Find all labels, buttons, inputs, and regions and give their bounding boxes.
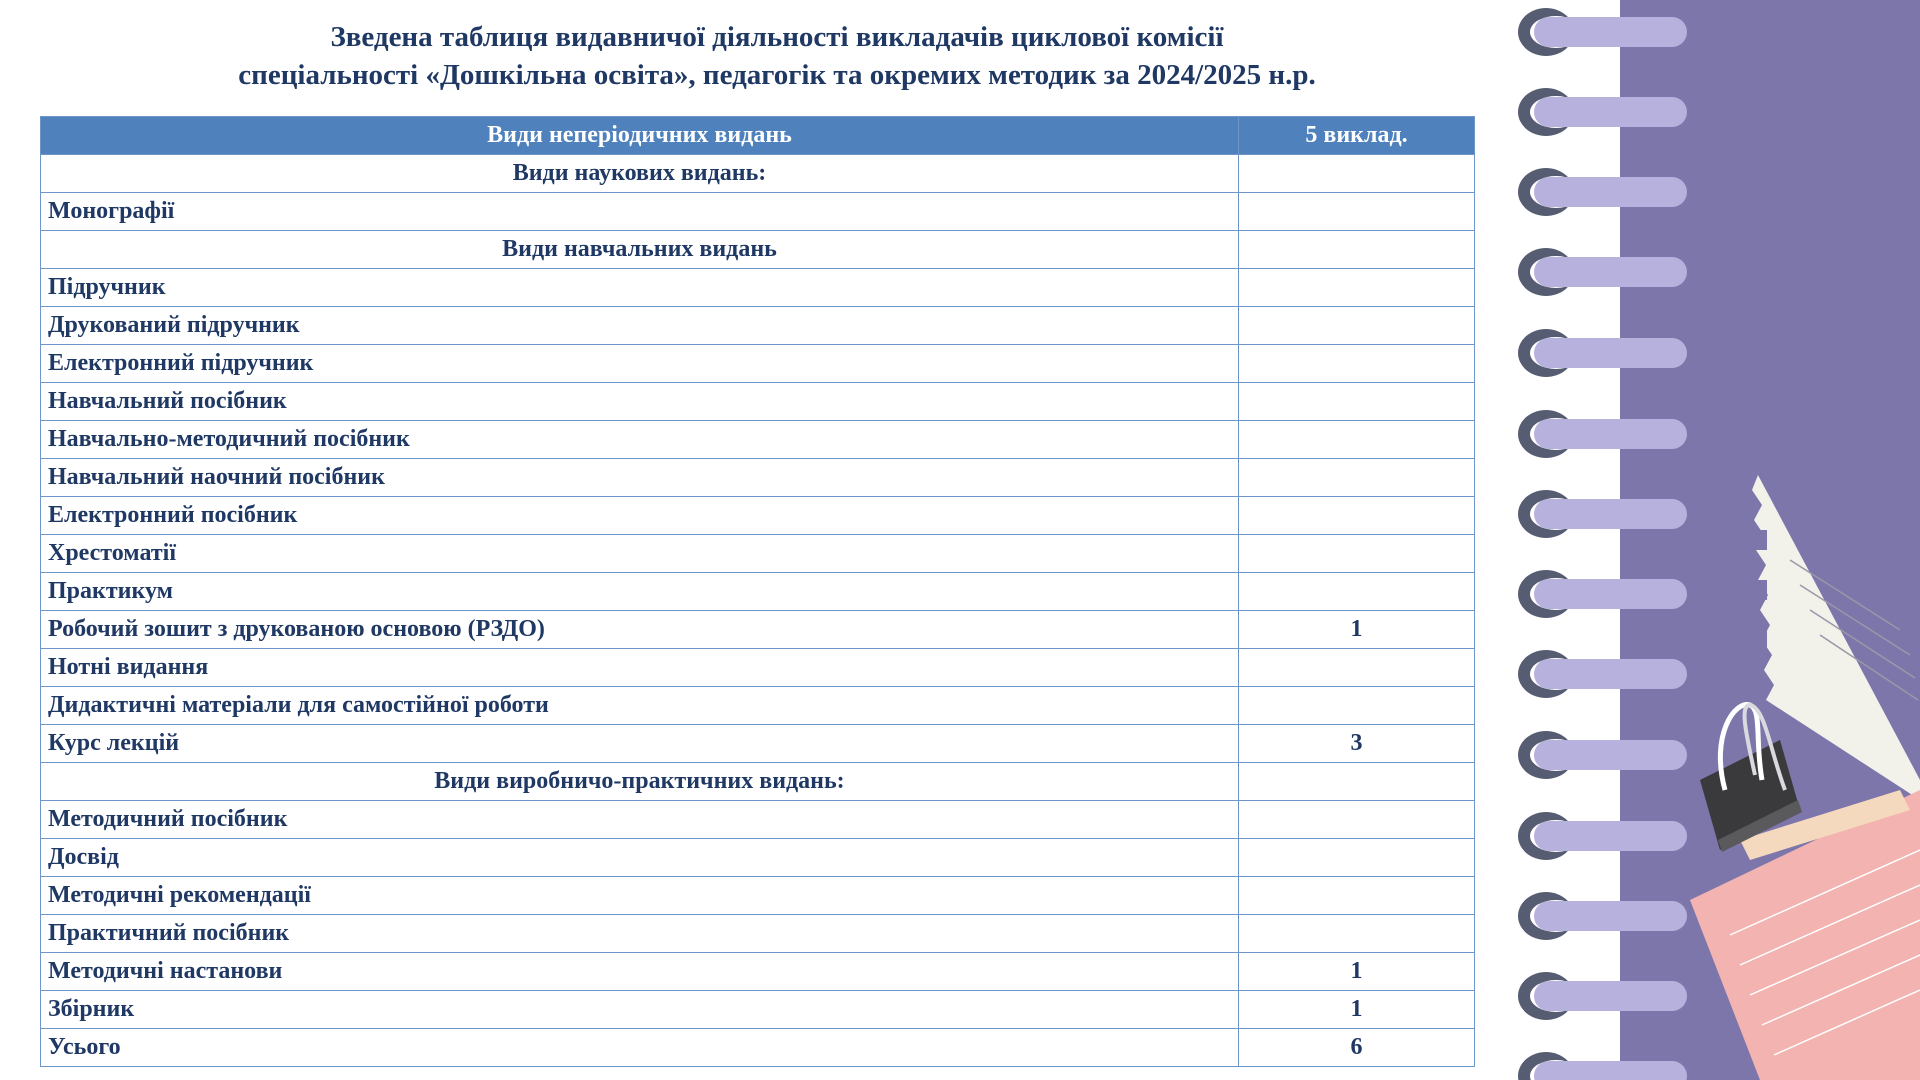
table-row	[41, 915, 1475, 953]
table-row-section	[41, 763, 1475, 801]
table-row	[41, 459, 1475, 497]
row-label: Методичний посібник	[41, 801, 1239, 839]
row-value	[1239, 687, 1475, 725]
section-label-production: Види виробничо-практичних видань:	[41, 763, 1239, 801]
title-line-2: спеціальності «Дошкільна освіта», педагогік та окремих методик за 2024/2025 н.р.	[238, 59, 1316, 91]
row-value: 3	[1239, 725, 1475, 763]
table-row-total	[41, 1029, 1475, 1067]
notebook-decoration	[1500, 0, 1920, 1080]
table-row	[41, 725, 1475, 763]
row-value	[1239, 763, 1475, 801]
row-label: Нотні видання	[41, 649, 1239, 687]
table-row	[41, 307, 1475, 345]
row-label: Робочий зошит з друкованою основою (РЗДО)	[41, 611, 1239, 649]
row-value	[1239, 915, 1475, 953]
row-label: Монографії	[41, 193, 1239, 231]
row-value	[1239, 383, 1475, 421]
row-label: Курс лекцій	[41, 725, 1239, 763]
row-value	[1239, 345, 1475, 383]
table-row	[41, 383, 1475, 421]
table-row	[41, 193, 1475, 231]
row-label: Методичні рекомендації	[41, 877, 1239, 915]
row-label: Хрестоматії	[41, 535, 1239, 573]
row-value	[1239, 231, 1475, 269]
table-row	[41, 269, 1475, 307]
row-label: Підручник	[41, 269, 1239, 307]
header-teachers-count: 5 виклад.	[1239, 117, 1475, 155]
row-label: Практичний посібник	[41, 915, 1239, 953]
title-line-1: Зведена таблиця видавничої діяльності викладачів циклової комісії	[330, 21, 1224, 53]
row-label: Електронний підручник	[41, 345, 1239, 383]
row-label: Навчальний посібник	[41, 383, 1239, 421]
table-row	[41, 345, 1475, 383]
row-value	[1239, 459, 1475, 497]
table-row	[41, 801, 1475, 839]
header-publication-types: Види неперіодичних видань	[41, 117, 1239, 155]
row-value	[1239, 573, 1475, 611]
table-row	[41, 687, 1475, 725]
table-row	[41, 649, 1475, 687]
row-label: Електронний посібник	[41, 497, 1239, 535]
row-value	[1239, 839, 1475, 877]
page-title	[40, 18, 1514, 94]
row-label: Друкований підручник	[41, 307, 1239, 345]
row-value	[1239, 421, 1475, 459]
row-label: Збірник	[41, 991, 1239, 1029]
table-row-section	[41, 155, 1475, 193]
table-row	[41, 573, 1475, 611]
table-row	[41, 497, 1475, 535]
publications-table	[40, 116, 1475, 1067]
row-label: Навчальний наочний посібник	[41, 459, 1239, 497]
row-value: 1	[1239, 953, 1475, 991]
table-row	[41, 611, 1475, 649]
table-row	[41, 953, 1475, 991]
row-value	[1239, 193, 1475, 231]
row-value	[1239, 155, 1475, 193]
section-label-scientific: Види наукових видань:	[41, 155, 1239, 193]
row-value	[1239, 535, 1475, 573]
row-value	[1239, 497, 1475, 535]
row-label: Навчально-методичний посібник	[41, 421, 1239, 459]
table-row	[41, 839, 1475, 877]
row-value	[1239, 269, 1475, 307]
total-label: Усього	[41, 1029, 1239, 1067]
table-row-section	[41, 231, 1475, 269]
row-label: Методичні настанови	[41, 953, 1239, 991]
section-label-educational: Види навчальних видань	[41, 231, 1239, 269]
table-row	[41, 421, 1475, 459]
table-header-row	[41, 117, 1475, 155]
row-value: 1	[1239, 611, 1475, 649]
row-label: Практикум	[41, 573, 1239, 611]
row-value	[1239, 307, 1475, 345]
row-value	[1239, 649, 1475, 687]
total-value: 6	[1239, 1029, 1475, 1067]
row-value	[1239, 801, 1475, 839]
row-label: Дидактичні матеріали для самостійної роботи	[41, 687, 1239, 725]
table-row	[41, 877, 1475, 915]
row-value	[1239, 877, 1475, 915]
table-row	[41, 991, 1475, 1029]
row-value: 1	[1239, 991, 1475, 1029]
table-row	[41, 535, 1475, 573]
row-label: Досвід	[41, 839, 1239, 877]
